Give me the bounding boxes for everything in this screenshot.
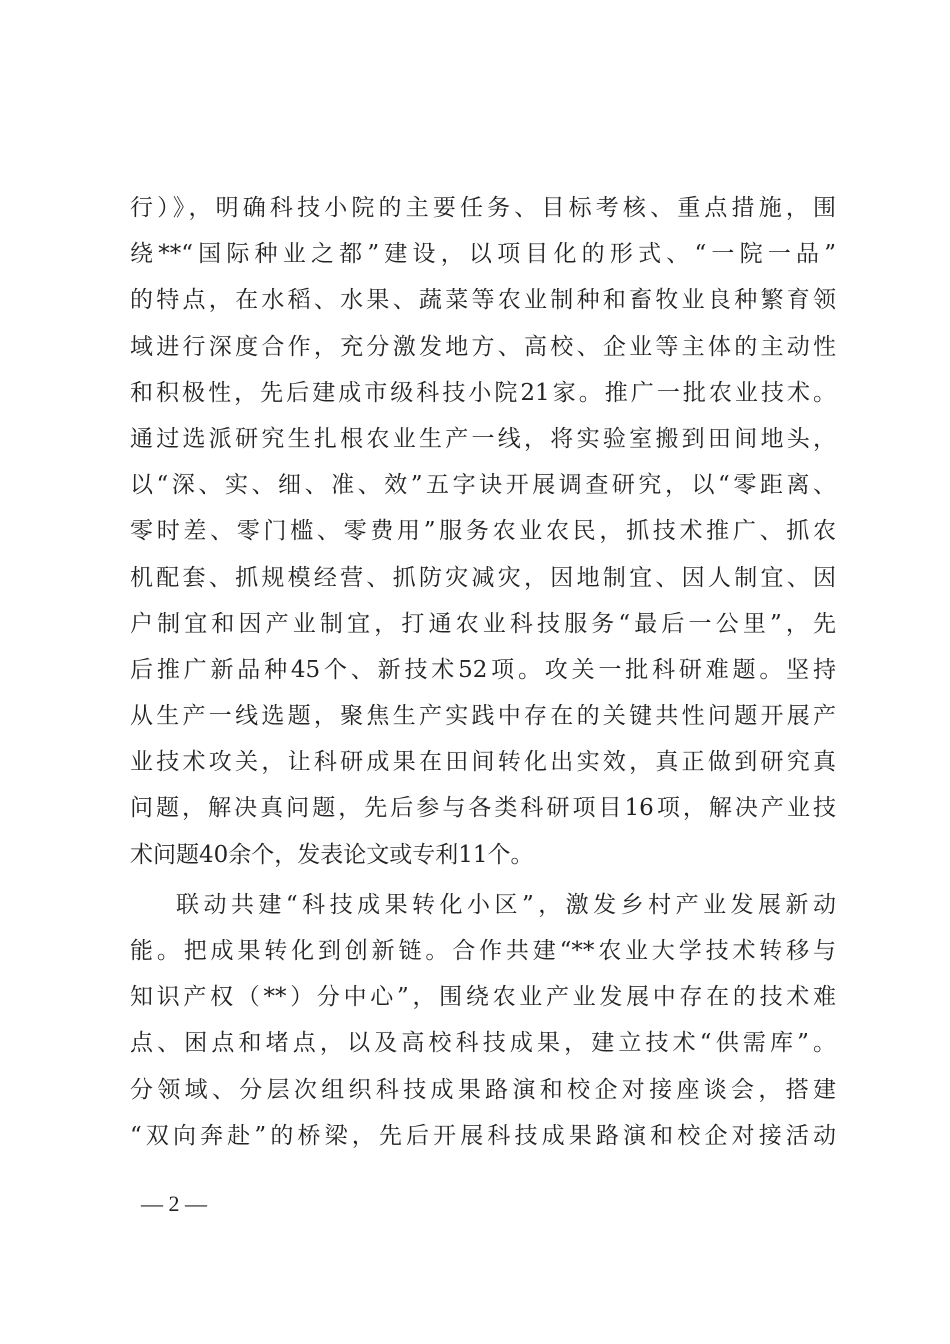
text-line: 知识产权（**）分中心”，围绕农业产业发展中存在的技术难: [130, 984, 836, 1011]
text-line: 通过选派研究生扎根农业生产一线，将实验室搬到田间地头，: [130, 425, 836, 452]
text-line: 能。把成果转化到创新链。合作共建“**农业大学技术转移与: [130, 938, 836, 964]
body-text: [130, 185, 836, 1159]
text-line: “双向奔赴”的桥梁，先后开展科技成果路演和校企对接活动: [130, 1122, 836, 1149]
paragraph-1: [130, 185, 836, 878]
text-line: 行）》，明确科技小院的主要任务、目标考核、重点措施，围: [130, 195, 836, 221]
text-line: 域进行深度合作，充分激发地方、高校、企业等主体的主动性: [130, 333, 836, 360]
text-line: 业技术攻关，让科研成果在田间转化出实效，真正做到研究真: [130, 749, 836, 776]
text-line: 术问题40余个，发表论文或专利11个。: [130, 841, 534, 868]
text-line: 从生产一线选题，聚焦生产实践中存在的关键共性问题开展产: [130, 703, 836, 730]
text-line: 分领域、分层次组织科技成果路演和校企对接座谈会，搭建: [130, 1076, 836, 1103]
text-line: 的特点，在水稻、水果、蔬菜等农业制种和畜牧业良种繁育领: [130, 287, 836, 314]
text-line: 绕**“国际种业之都”建设，以项目化的形式、“一院一品”: [130, 241, 836, 268]
text-line: 联动共建“科技成果转化小区”，激发乡村产业发展新动: [176, 891, 836, 918]
text-line: 后推广新品种45个、新技术52项。攻关一批科研难题。坚持: [130, 656, 836, 683]
text-line: 以“深、实、细、准、效”五字诀开展调查研究，以“零距离、: [130, 472, 836, 499]
text-line: 零时差、零门槛、零费用”服务农业农民，抓技术推广、抓农: [130, 518, 836, 545]
page-number: — 2 —: [141, 1191, 207, 1216]
text-line: 机配套、抓规模经营、抓防灾减灾，因地制宜、因人制宜、因: [130, 564, 836, 591]
text-line: 问题，解决真问题，先后参与各类科研项目16项，解决产业技: [130, 795, 836, 822]
text-line: 户制宜和因产业制宜，打通农业科技服务“最后一公里”，先: [130, 610, 836, 637]
text-line: 和积极性，先后建成市级科技小院21家。推广一批农业技术。: [130, 379, 836, 406]
paragraph-2: [130, 882, 836, 1159]
text-line: 点、困点和堵点，以及高校科技成果，建立技术“供需库”。: [130, 1030, 836, 1057]
